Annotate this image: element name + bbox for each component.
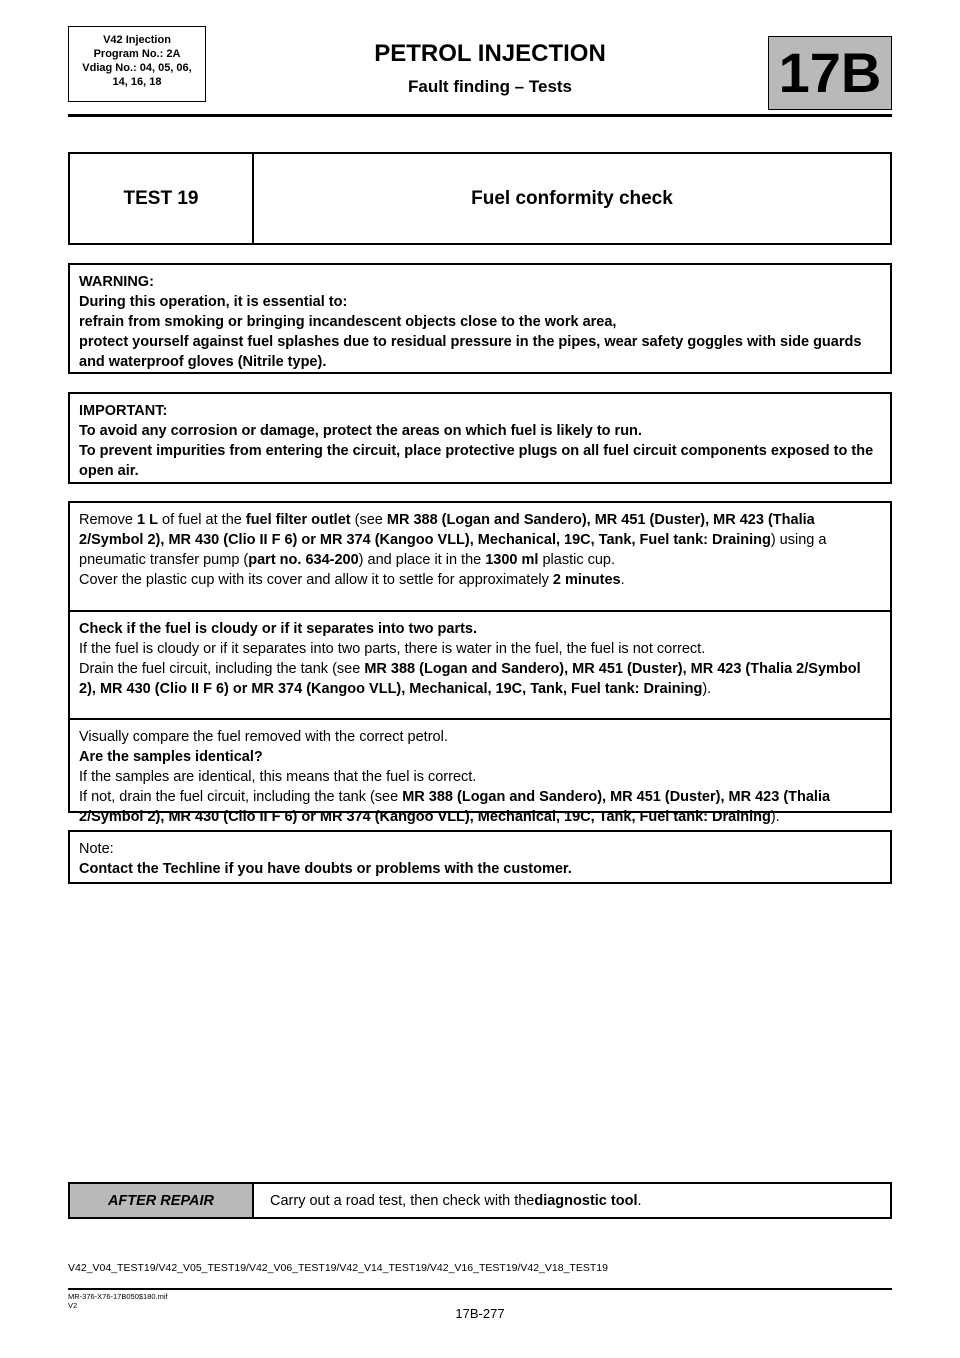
header-divider [68,114,892,117]
after-repair-row [68,1182,892,1219]
bold-text-run: diagnostic tool [534,1192,638,1209]
text-run: . [620,572,625,588]
warning-box [68,263,892,374]
page-subtitle: Fault finding – Tests [407,77,573,96]
footer-divider [68,1288,892,1290]
warning-line: refrain from smoking or bringing incandescent objects close to the work area, [79,314,617,330]
text-run: If not, drain the fuel circuit, including the tank (see [79,789,403,805]
text-run: (see [350,512,387,528]
text-run: ) and place it in the [358,552,486,568]
bold-text-run: 1300 ml [485,552,539,568]
vehicle-info-box [68,26,206,102]
test-header [68,152,892,245]
text-run: ) using a pneumatic transfer pump ( [79,532,827,568]
test-reference-codes: V42_V04_TEST19/V42_V05_TEST19/V42_V06_TEST19/V42_V14_TEST19/V42_V16_TEST19/V42_V18_TEST19 [68,1262,608,1274]
procedure-step-check-fuel [70,612,890,720]
page-title: PETROL INJECTION [374,40,606,67]
text-run: plastic cup. [538,552,616,568]
bold-text-run: MR 388 (Logan and Sandero), MR 451 (Duster), MR 423 (Thalia 2/Symbol 2), MR 430 (Clio II F 6) or MR 374 (Kangoo VLL), Mechanical, 19C, Tank, Fuel tank: Draining [79,512,815,548]
info-line: V42 Injection [103,34,171,46]
warning-line: During this operation, it is essential to: [79,294,348,310]
info-line: Program No.: 2A [93,48,181,60]
footer-version: V2 [68,1301,78,1310]
note-label: Note: [79,841,114,857]
important-box [68,392,892,484]
text-run: Drain the fuel circuit, including the tank (see [79,661,365,677]
text-run: If the fuel is cloudy or if it separates into two parts, there is water in the fuel, the fuel is not correct. [79,641,706,657]
text-run: Remove [79,512,138,528]
bold-text-run: Check if the fuel is cloudy or if it separates into two parts. [79,621,478,637]
bold-text-run: 1 L [137,512,158,528]
info-line: 14, 16, 18 [112,76,162,88]
text-run: If the samples are identical, this means that the fuel is correct. [79,769,477,785]
text-run: Cover the plastic cup with its cover and allow it to settle for approximately [79,572,553,588]
text-run: Carry out a road test, then check with the [270,1192,535,1209]
footer-file-info [68,1292,168,1310]
important-line: To avoid any corrosion or damage, protect the areas on which fuel is likely to run. [79,423,642,439]
after-repair-text [254,1184,890,1217]
important-line: To prevent impurities from entering the circuit, place protective plugs on all fuel circuit components exposed to the open air. [79,443,874,479]
text-run: of fuel at the [157,512,246,528]
bold-text-run: fuel filter outlet [245,512,351,528]
text-run: ). [702,681,712,697]
text-run: Visually compare the fuel removed with the correct petrol. [79,729,448,745]
text-run: ). [770,809,780,825]
bold-text-run: MR 388 (Logan and Sandero), MR 451 (Duster), MR 423 (Thalia 2/Symbol 2), MR 430 (Clio II F 6) or MR 374 (Kangoo VLL), Mechanical, 19C, Tank, Fuel tank: Draining [79,789,831,825]
test-id: TEST 19 [70,154,254,243]
procedure-step-compare-samples [70,720,890,835]
info-line: Vdiag No.: 04, 05, 06, [82,62,192,74]
section-code-badge: 17B [768,36,892,110]
test-name: Fuel conformity check [471,187,673,209]
bold-text-run: Are the samples identical? [79,749,263,765]
after-repair-label: AFTER REPAIR [70,1184,254,1217]
footer-file-name: MR-376-X76-17B050$180.mif [68,1292,168,1301]
procedure-box [68,501,892,825]
warning-line: protect yourself against fuel splashes due to residual pressure in the pipes, wear safety goggles with side guards and waterproof gloves (Nitrile type). [79,334,862,370]
bold-text-run: 2 minutes [552,572,621,588]
note-box [68,830,892,884]
bold-text-run: part no. 634-200 [248,552,359,568]
bold-text-run: MR 388 (Logan and Sandero), MR 451 (Duster), MR 423 (Thalia 2/Symbol 2), MR 430 (Clio II F 6) or MR 374 (Kangoo VLL), Mechanical, 19C, Tank, Fuel tank: Draining [79,661,861,697]
text-run: . [637,1192,642,1209]
procedure-step-remove-fuel [70,503,890,612]
note-text: Contact the Techline if you have doubts or problems with the customer. [79,861,572,877]
warning-heading: WARNING: [79,274,154,290]
page-number: 17B-277 [455,1306,505,1321]
important-heading: IMPORTANT: [79,403,168,419]
